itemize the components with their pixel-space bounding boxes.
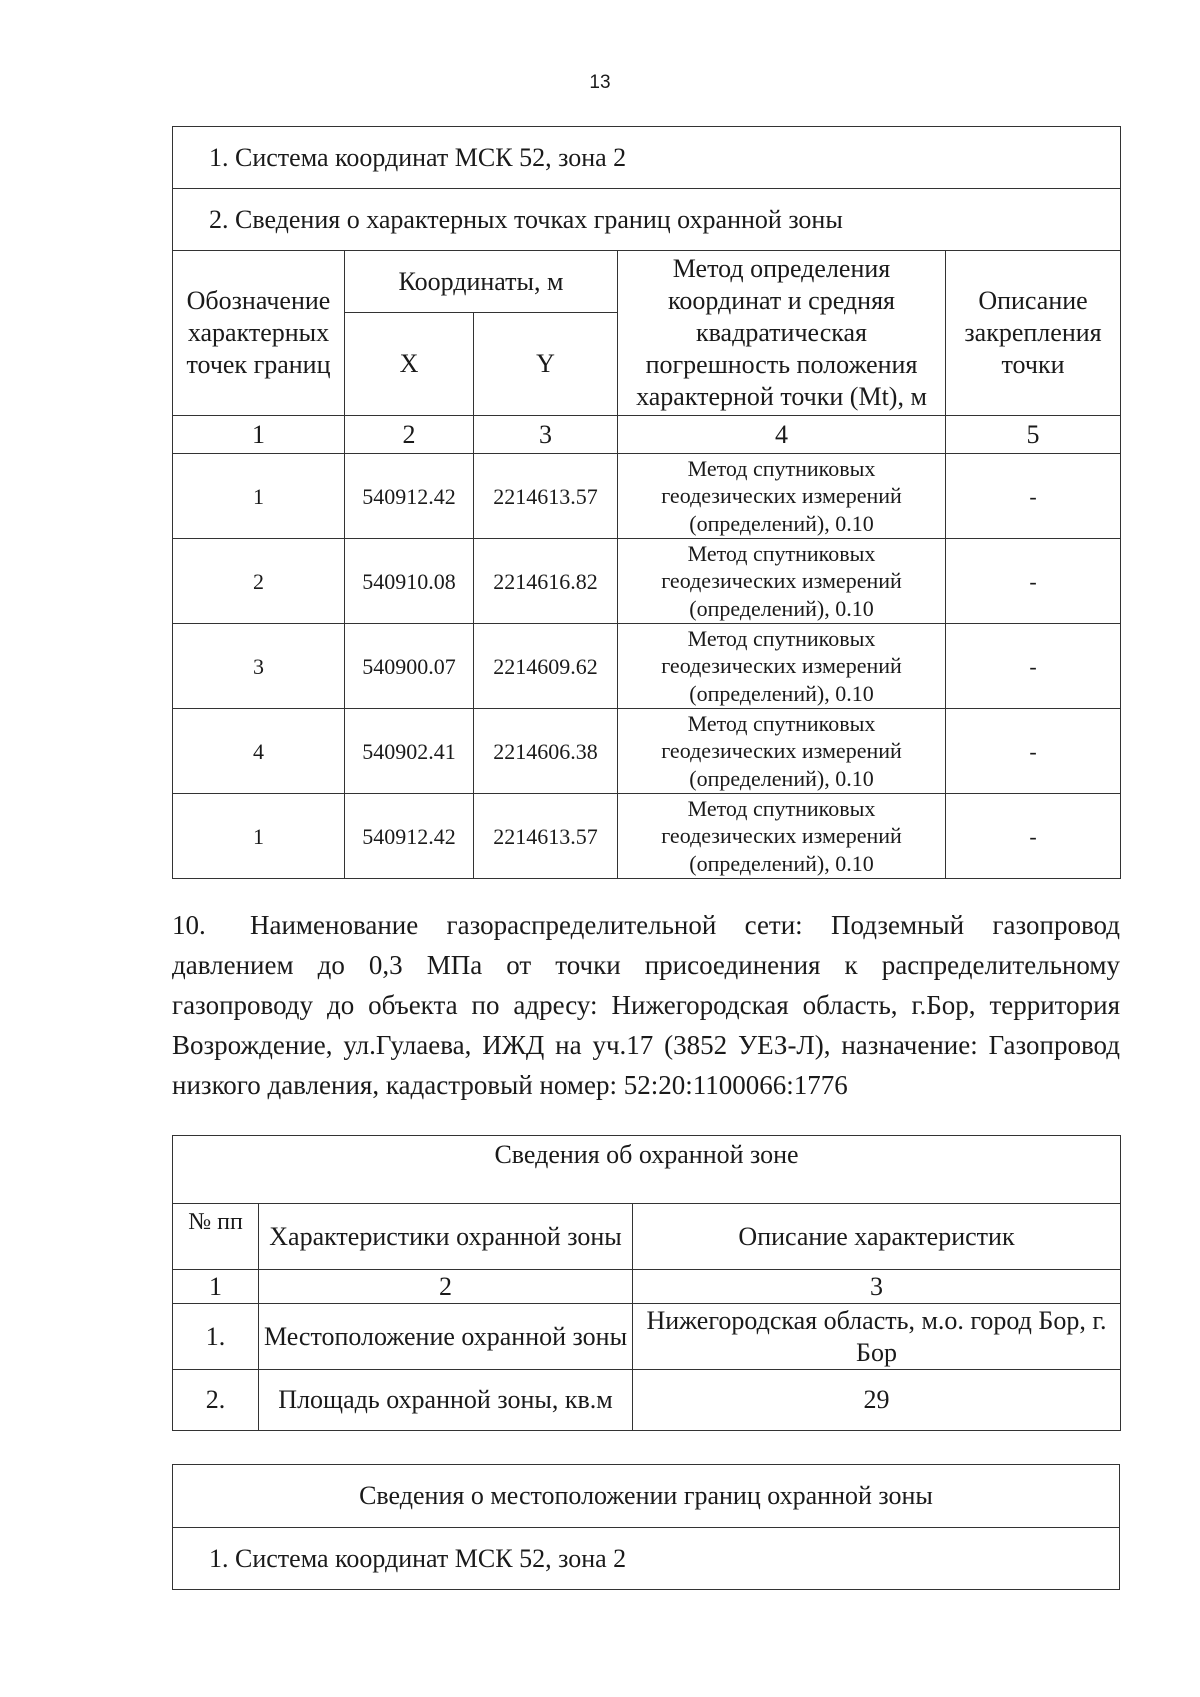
col-number: 3 bbox=[474, 416, 618, 454]
header-coordinates: Координаты, м bbox=[345, 251, 618, 313]
coord-system-row: 1. Система координат МСК 52, зона 2 bbox=[173, 1528, 1120, 1590]
point-y: 2214606.38 bbox=[474, 709, 618, 794]
page-number: 13 bbox=[589, 72, 611, 93]
header-x: X bbox=[345, 313, 474, 416]
point-x: 540912.42 bbox=[345, 794, 474, 879]
protection-zone-table bbox=[172, 1135, 1121, 1431]
table-row bbox=[173, 454, 1121, 539]
point-method: Метод спутниковых геодезических измерений (определений), 0.10 bbox=[618, 794, 946, 879]
point-method: Метод спутниковых геодезических измерений (определений), 0.10 bbox=[618, 539, 946, 624]
col-number: 2 bbox=[345, 416, 474, 454]
row-name: Местоположение охранной зоны bbox=[259, 1304, 633, 1370]
row-num: 1. bbox=[173, 1304, 259, 1370]
header-method: Метод определения координат и средняя квадратическая погрешность положения характерной точки (Mt), м bbox=[618, 251, 946, 416]
row-value: 29 bbox=[633, 1370, 1121, 1431]
paragraph-number: 10. bbox=[172, 910, 206, 940]
point-y: 2214613.57 bbox=[474, 794, 618, 879]
point-id: 2 bbox=[173, 539, 345, 624]
table-row bbox=[173, 1370, 1121, 1431]
header-y: Y bbox=[474, 313, 618, 416]
coord-system-row: 1. Система координат МСК 52, зона 2 bbox=[173, 127, 1121, 189]
table-row bbox=[173, 794, 1121, 879]
network-description-paragraph bbox=[172, 905, 1120, 1105]
header-characteristics: Характеристики охранной зоны bbox=[259, 1204, 633, 1270]
point-method: Метод спутниковых геодезических измерений (определений), 0.10 bbox=[618, 624, 946, 709]
header-char-description: Описание характеристик bbox=[633, 1204, 1121, 1270]
paragraph-text: Наименование газораспределительной сети: Подземный газопровод давлением до 0,3 МПа от точки присоединения к распределительному газопроводу до объекта по адресу: Нижегородская область, г.Бор, территория Возрождение, ул.Гулаева, ИЖД на уч.17 (3852 УЕЗ-Л), назначение: Газопровод низкого давления, кадастровый номер: 52:20:1100066:1776 bbox=[172, 910, 1120, 1100]
header-description: Описание закрепления точки bbox=[946, 251, 1121, 416]
table-row bbox=[173, 539, 1121, 624]
table-row bbox=[173, 709, 1121, 794]
location-table-title: Сведения о местоположении границ охранной зоны bbox=[173, 1465, 1120, 1528]
col-number: 4 bbox=[618, 416, 946, 454]
point-method: Метод спутниковых геодезических измерений (определений), 0.10 bbox=[618, 454, 946, 539]
point-x: 540902.41 bbox=[345, 709, 474, 794]
col-number: 5 bbox=[946, 416, 1121, 454]
point-y: 2214616.82 bbox=[474, 539, 618, 624]
point-id: 4 bbox=[173, 709, 345, 794]
row-name: Площадь охранной зоны, кв.м bbox=[259, 1370, 633, 1431]
col-number: 1 bbox=[173, 416, 345, 454]
point-x: 540912.42 bbox=[345, 454, 474, 539]
point-desc: - bbox=[946, 454, 1121, 539]
point-desc: - bbox=[946, 794, 1121, 879]
col-number: 1 bbox=[173, 1270, 259, 1304]
section-title-row: 2. Сведения о характерных точках границ охранной зоны bbox=[173, 189, 1121, 251]
table-row bbox=[173, 624, 1121, 709]
point-desc: - bbox=[946, 624, 1121, 709]
zone-table-title: Сведения об охранной зоне bbox=[173, 1136, 1121, 1204]
point-desc: - bbox=[946, 539, 1121, 624]
point-desc: - bbox=[946, 709, 1121, 794]
row-num: 2. bbox=[173, 1370, 259, 1431]
point-method: Метод спутниковых геодезических измерений (определений), 0.10 bbox=[618, 709, 946, 794]
row-value: Нижегородская область, м.о. город Бор, г. Бор bbox=[633, 1304, 1121, 1370]
point-y: 2214609.62 bbox=[474, 624, 618, 709]
point-id: 3 bbox=[173, 624, 345, 709]
boundary-points-table bbox=[172, 126, 1121, 879]
header-num: № пп bbox=[173, 1204, 259, 1270]
point-id: 1 bbox=[173, 454, 345, 539]
col-number: 3 bbox=[633, 1270, 1121, 1304]
table-row bbox=[173, 1304, 1121, 1370]
point-x: 540910.08 bbox=[345, 539, 474, 624]
boundary-location-table bbox=[172, 1464, 1120, 1590]
point-id: 1 bbox=[173, 794, 345, 879]
col-number: 2 bbox=[259, 1270, 633, 1304]
point-x: 540900.07 bbox=[345, 624, 474, 709]
header-designation: Обозначение характерных точек границ bbox=[173, 251, 345, 416]
point-y: 2214613.57 bbox=[474, 454, 618, 539]
